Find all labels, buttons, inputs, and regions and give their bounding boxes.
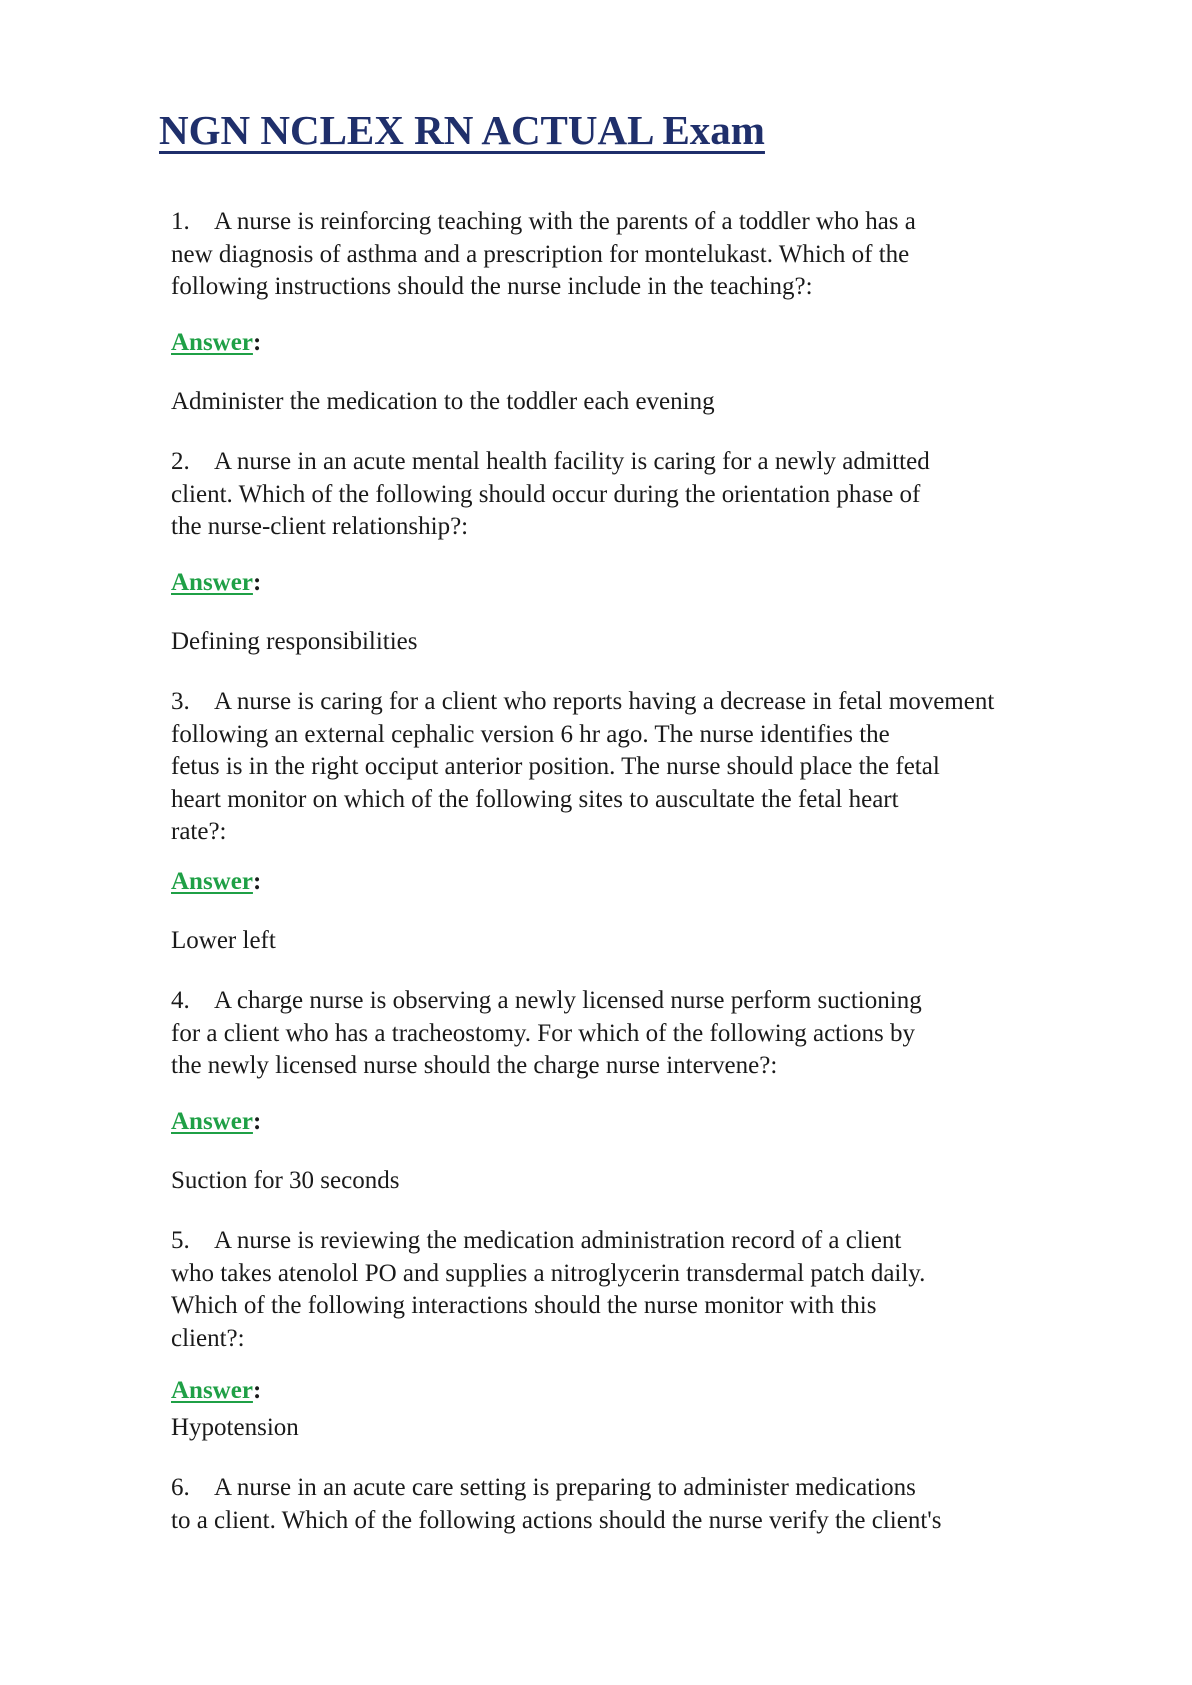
question-block-4 bbox=[171, 985, 1131, 1083]
answer-word: Answer bbox=[171, 1377, 253, 1404]
answer-word: Answer bbox=[171, 569, 253, 596]
question-block-3 bbox=[171, 686, 1131, 849]
question-1 bbox=[171, 206, 1131, 304]
question-line: A nurse is caring for a client who reports having a decrease in fetal movement bbox=[214, 688, 995, 715]
answer-3: Lower left bbox=[171, 927, 276, 954]
answer-5: Hypotension bbox=[171, 1414, 299, 1441]
question-line: the nurse-client relationship?: bbox=[171, 513, 469, 540]
question-2 bbox=[171, 446, 1131, 544]
question-block-5 bbox=[171, 1225, 1131, 1355]
question-6 bbox=[171, 1472, 1131, 1537]
question-number: 4. bbox=[171, 987, 190, 1014]
question-3 bbox=[171, 686, 1131, 849]
answer-label-4: Answer: bbox=[171, 1108, 262, 1135]
answer-word: Answer bbox=[171, 329, 253, 356]
question-line: rate?: bbox=[171, 818, 227, 845]
page-title: NGN NCLEX RN ACTUAL Exam bbox=[159, 107, 765, 153]
question-line: to a client. Which of the following actions should the nurse verify the client's bbox=[171, 1506, 942, 1534]
question-number: 6. bbox=[171, 1474, 190, 1501]
question-line: A nurse is reviewing the medication administration record of a client bbox=[214, 1227, 902, 1254]
question-block-1 bbox=[171, 206, 1131, 304]
question-line: A nurse is reinforcing teaching with the parents of a toddler who has a bbox=[214, 208, 916, 235]
question-line: heart monitor on which of the following sites to auscultate the fetal heart bbox=[171, 785, 899, 813]
question-line: A nurse in an acute mental health facility is caring for a newly admitted bbox=[214, 448, 930, 475]
answer-label-2: Answer: bbox=[171, 569, 262, 596]
answer-label-5: Answer: bbox=[171, 1377, 262, 1404]
question-number: 5. bbox=[171, 1227, 190, 1254]
question-block-2 bbox=[171, 446, 1131, 544]
question-line: following an external cephalic version 6 hr ago. The nurse identifies the bbox=[171, 720, 890, 748]
answer-4: Suction for 30 seconds bbox=[171, 1167, 400, 1194]
answer-label-1: Answer: bbox=[171, 329, 262, 356]
question-number: 3. bbox=[171, 688, 190, 715]
question-number: 2. bbox=[171, 448, 190, 475]
question-line: the newly licensed nurse should the charge nurse intervene?: bbox=[171, 1052, 778, 1079]
question-line: following instructions should the nurse include in the teaching?: bbox=[171, 273, 813, 300]
question-line: who takes atenolol PO and supplies a nitroglycerin transdermal patch daily. bbox=[171, 1259, 926, 1287]
question-block-6 bbox=[171, 1472, 1131, 1537]
question-line: A nurse in an acute care setting is preparing to administer medications bbox=[214, 1474, 916, 1501]
question-line: client?: bbox=[171, 1324, 245, 1352]
question-line: for a client who has a tracheostomy. For which of the following actions by bbox=[171, 1019, 916, 1047]
answer-2: Defining responsibilities bbox=[171, 628, 418, 655]
answer-label-3: Answer: bbox=[171, 868, 262, 895]
answer-1: Administer the medication to the toddler each evening bbox=[171, 388, 715, 415]
question-line: Which of the following interactions should the nurse monitor with this bbox=[171, 1292, 877, 1319]
question-number: 1. bbox=[171, 208, 190, 235]
question-line: A charge nurse is observing a newly licensed nurse perform suctioning bbox=[214, 987, 922, 1014]
question-line: new diagnosis of asthma and a prescription for montelukast. Which of the bbox=[171, 240, 910, 268]
question-line: fetus is in the right occiput anterior position. The nurse should place the fetal bbox=[171, 753, 940, 780]
question-5 bbox=[171, 1225, 1131, 1355]
question-line: client. Which of the following should occur during the orientation phase of bbox=[171, 480, 921, 508]
answer-word: Answer bbox=[171, 1108, 253, 1135]
answer-word: Answer bbox=[171, 868, 253, 895]
question-4 bbox=[171, 985, 1131, 1083]
